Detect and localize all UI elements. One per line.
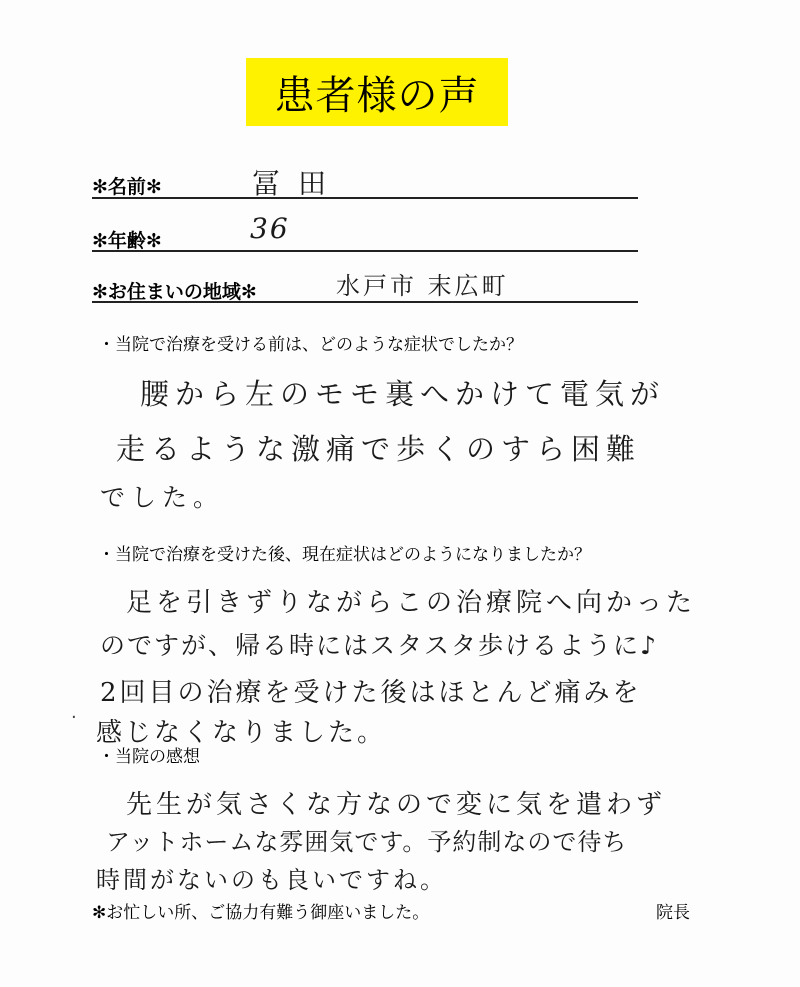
name-label: ✻名前✻ [92, 176, 162, 198]
area-label: ✻お住まいの地域✻ [92, 281, 257, 303]
thank-you-note: ✻お忙しい所、ご協力有難う御座いました。 [92, 903, 430, 923]
answer-after-line-1: 足を引きずりながらこの治療院へ向かった [126, 588, 697, 618]
title-banner [246, 58, 508, 126]
answer-after-line-3: 2回目の治療を受けた後はほとんど痛みを [100, 678, 642, 708]
answer-before-line-1: 腰から左のモモ裏へかけて電気が [140, 377, 666, 411]
stray-pen-mark: · [71, 707, 77, 728]
answer-after-line-4: 感じなくなりました。 [96, 718, 387, 748]
name-underline [92, 197, 638, 199]
answer-before-line-2: 走るような激痛で歩くのすら困難 [116, 432, 642, 466]
question-before-treatment: ・当院で治療を受ける前は、どのような症状でしたか？ [98, 335, 523, 355]
director-signature: 院長 [656, 903, 690, 923]
name-value: 冨田 [252, 167, 345, 200]
age-value: 36 [250, 212, 290, 245]
answer-after-line-2: のですが、帰る時にはスタスタ歩けるように♪ [100, 631, 658, 660]
question-impressions: ・当院の感想 [98, 747, 200, 767]
age-underline [92, 250, 638, 252]
answer-impressions-line-1: 先生が気さくな方なので変に気を遣わず [126, 790, 667, 820]
answer-impressions-line-2: アットホームな雰囲気です。予約制なので待ち [106, 828, 628, 856]
area-value: 水戸市 末広町 [336, 272, 509, 300]
question-after-treatment: ・当院で治療を受けた後、現在症状はどのようになりましたか？ [98, 545, 591, 565]
answer-impressions-line-3: 時間がないのも良いですね。 [96, 866, 447, 894]
area-underline [92, 301, 638, 303]
answer-before-line-3: でした。 [100, 483, 225, 512]
page-title: 患者様の声 [274, 72, 480, 119]
age-label: ✻年齢✻ [92, 230, 162, 252]
